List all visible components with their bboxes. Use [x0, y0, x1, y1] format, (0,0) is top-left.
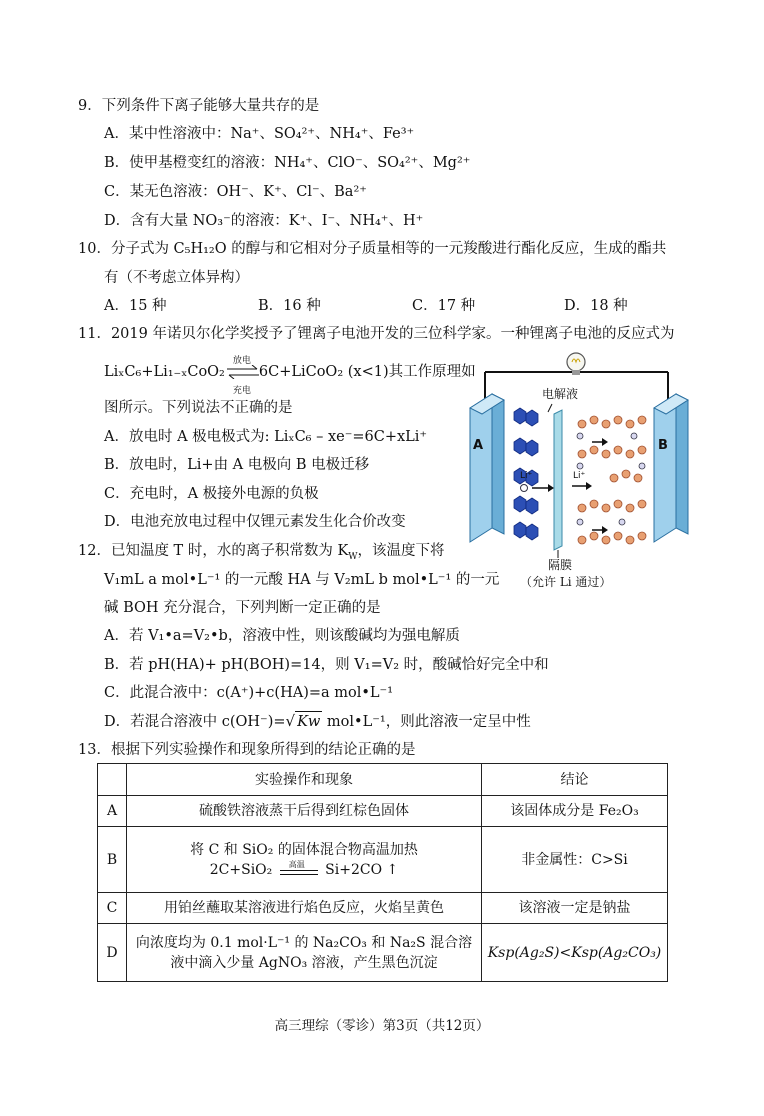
row-label: D — [98, 924, 127, 982]
table-row — [98, 827, 668, 893]
q11-option-c: C．充电时，A 极接外电源的负极 — [104, 486, 319, 502]
row-label: A — [98, 796, 127, 827]
row-operation: 硫酸铁溶液蒸干后得到红棕色固体 — [127, 796, 482, 827]
q9-option-d: D．含有大量 NO₃⁻的溶液：K⁺、I⁻、NH₄⁺、H⁺ — [104, 213, 424, 229]
q11-option-b: B．放电时，Li+由 A 电极向 B 电极迁移 — [104, 457, 370, 473]
q9-option-c: C．某无色溶液：OH⁻、K⁺、Cl⁻、Ba²⁺ — [104, 184, 367, 200]
table-header-cell: 结论 — [482, 764, 668, 796]
table-row — [98, 893, 668, 924]
li-ion-label-2: Li⁺ — [573, 471, 586, 481]
electrode-a — [470, 394, 504, 542]
table-header-row — [98, 764, 668, 796]
q9-stem: 9．下列条件下离子能够大量共存的是 — [78, 98, 320, 114]
electrode-a-label: A — [473, 438, 484, 453]
q10-option-b: B．16 种 — [258, 298, 321, 314]
reversible-arrow-icon: 放电 充电 — [225, 362, 259, 382]
q11-stem-line1: 11．2019 年诺贝尔化学奖授予了锂离子电池开发的三位科学家。一种锂离子电池的反应式为 — [78, 326, 675, 342]
battery-diagram — [462, 350, 712, 590]
row-conclusion: 非金属性：C>Si — [482, 827, 668, 893]
table-row — [98, 924, 668, 982]
q12-option-d: D．若混合溶液中 c(OH⁻)=√ Kw mol•L⁻¹，则此溶液一定呈中性 — [104, 712, 531, 730]
q10-option-c: C．17 种 — [412, 298, 476, 314]
q10-stem-line1: 10．分子式为 C₅H₁₂O 的醇与和它相对分子质量相等的一元羧酸进行酯化反应，生成的酯共 — [78, 241, 667, 257]
q11-eq-right: 6C+LiCoO₂ (x<1)其工作原理如 — [258, 364, 476, 380]
sqrt-kw: Kw — [295, 711, 322, 732]
q10-option-d: D．18 种 — [564, 298, 628, 314]
electrode-b — [654, 394, 688, 542]
q11-option-a: A．放电时 A 极电极式为: LiₓC₆ – xe⁻=6C+xLi⁺ — [104, 429, 428, 445]
q12-stem-line1: 12．已知温度 T 时，水的离子积常数为 $K_W$，该温度下将 — [78, 543, 445, 562]
q11-eq-left: LiₓC₆+Li₁₋ₓCoO₂ — [104, 364, 225, 380]
q11-stem-line3: 图所示。下列说法不正确的是 — [104, 400, 293, 416]
row-label: C — [98, 893, 127, 924]
licoo2-lattice — [577, 416, 646, 544]
row-operation: 将 C 和 SiO₂ 的固体混合物高温加热 2C+SiO₂ 高温 Si+2CO ↑ — [127, 827, 482, 893]
q10-option-a: A．15 种 — [104, 298, 167, 314]
membrane-note: （允许 Li 通过） — [520, 575, 612, 589]
row-conclusion: 该溶液一定是钠盐 — [482, 893, 668, 924]
arrow-right-icon — [548, 484, 554, 492]
membrane-label: 隔膜 — [548, 558, 573, 572]
electrolyte-label: 电解液 — [542, 387, 579, 401]
separator-membrane — [554, 410, 562, 550]
q11-option-d: D．电池充放电过程中仅锂元素发生化合价改变 — [104, 514, 406, 530]
row-conclusion: Ksp(Ag₂S)<Ksp(Ag₂CO₃) — [482, 924, 668, 982]
high-temp-condition-arrow-icon: 高温 — [277, 861, 321, 879]
q12-stem-line3: 碱 BOH 充分混合，下列判断一定正确的是 — [104, 600, 381, 616]
q9-option-b: B．使甲基橙变红的溶液：NH₄⁺、ClO⁻、SO₄²⁺、Mg²⁺ — [104, 155, 471, 171]
q11-equation — [104, 356, 476, 396]
row-operation: 用铂丝蘸取某溶液进行焰色反应，火焰呈黄色 — [127, 893, 482, 924]
q13-stem: 13．根据下列实验操作和现象所得到的结论正确的是 — [78, 742, 416, 758]
q12-option-b: B．若 pH(HA)+ pH(BOH)=14，则 V₁=V₂ 时，酸碱恰好完全中和 — [104, 657, 549, 673]
q9-option-a: A．某中性溶液中：Na⁺、SO₄²⁺、NH₄⁺、Fe³⁺ — [104, 126, 415, 142]
table-header-cell — [98, 764, 127, 796]
q10-stem-line2: 有（不考虑立体异构） — [104, 270, 249, 286]
q12-option-a: A．若 V₁•a=V₂•b，溶液中性，则该酸碱均为强电解质 — [104, 628, 460, 644]
q12-option-c: C．此混合液中：c(A⁺)+c(HA)=a mol•L⁻¹ — [104, 685, 394, 701]
experiment-table — [97, 763, 668, 982]
li-ion-label-1: Li⁺ — [520, 471, 533, 481]
page-footer: 高三理综（零诊）第3页（共12页） — [274, 1018, 490, 1034]
table-header-cell: 实验操作和现象 — [127, 764, 482, 796]
electrode-b-label: B — [658, 438, 668, 453]
table-row — [98, 796, 668, 827]
row-label: B — [98, 827, 127, 893]
row-conclusion: 该固体成分是 Fe₂O₃ — [482, 796, 668, 827]
q12-stem-line2: V₁mL a mol•L⁻¹ 的一元酸 HA 与 V₂mL b mol•L⁻¹ 的一元 — [104, 572, 500, 588]
row-operation: 向浓度均为 0.1 mol·L⁻¹ 的 Na₂CO₃ 和 Na₂S 混合溶 液中滴入少量 AgNO₃ 溶液，产生黑色沉淀 — [127, 924, 482, 982]
